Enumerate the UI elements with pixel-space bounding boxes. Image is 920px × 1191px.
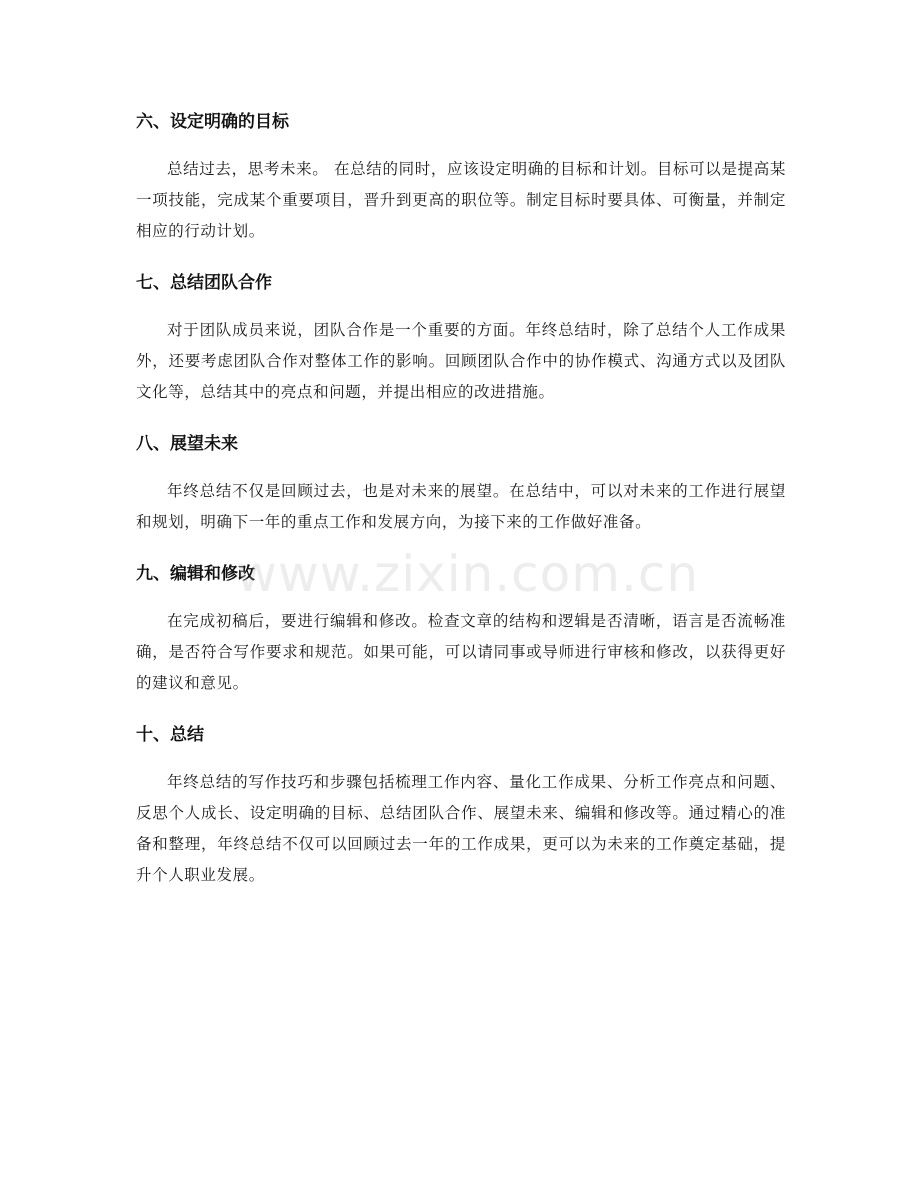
section-heading: 六、设定明确的目标 [136,112,289,132]
section-heading: 九、编辑和修改 [136,564,255,584]
section-paragraph: 对于团队成员来说，团队合作是一个重要的方面。年终总结时，除了总结个人工作成果外，还要考虑团队合作对整体工作的影响。回顾团队合作中的协作模式、沟通方式以及团队文化等，总结其中的亮点和问题，并提出相应的改进措施。 [136,321,786,401]
section-heading: 七、总结团队合作 [136,273,272,293]
section-heading: 十、总结 [136,725,204,745]
document-body [136,108,786,913]
section-paragraph: 年终总结的写作技巧和步骤包括梳理工作内容、量化工作成果、分析工作亮点和问题、反思个人成长、设定明确的目标、总结团队合作、展望未来、编辑和修改等。通过精心的准备和整理，年终总结不仅可以回顾过去一年的工作成果，更可以为未来的工作奠定基础，提升个人职业发展。 [136,773,786,884]
section-6 [136,108,786,247]
watermark: www.zixin.com.cn [236,545,700,603]
section-paragraph: 年终总结不仅是回顾过去，也是对未来的展望。在总结中，可以对未来的工作进行展望和规划，明确下一年的重点工作和发展方向，为接下来的工作做好准备。 [136,482,786,531]
section-paragraph: 在完成初稿后，要进行编辑和修改。检查文章的结构和逻辑是否清晰，语言是否流畅准确，是否符合写作要求和规范。如果可能，可以请同事或导师进行审核和修改，以获得更好的建议和意见。 [136,612,786,692]
section-8 [136,430,786,538]
section-paragraph: 总结过去，思考未来。 在总结的同时，应该设定明确的目标和计划。目标可以是提高某一项技能，完成某个重要项目，晋升到更高的职位等。制定目标时要具体、可衡量，并制定相应的行动计划。 [136,160,786,240]
section-10 [136,721,786,891]
section-7 [136,269,786,408]
section-9 [136,560,786,699]
section-heading: 八、展望未来 [136,434,238,454]
